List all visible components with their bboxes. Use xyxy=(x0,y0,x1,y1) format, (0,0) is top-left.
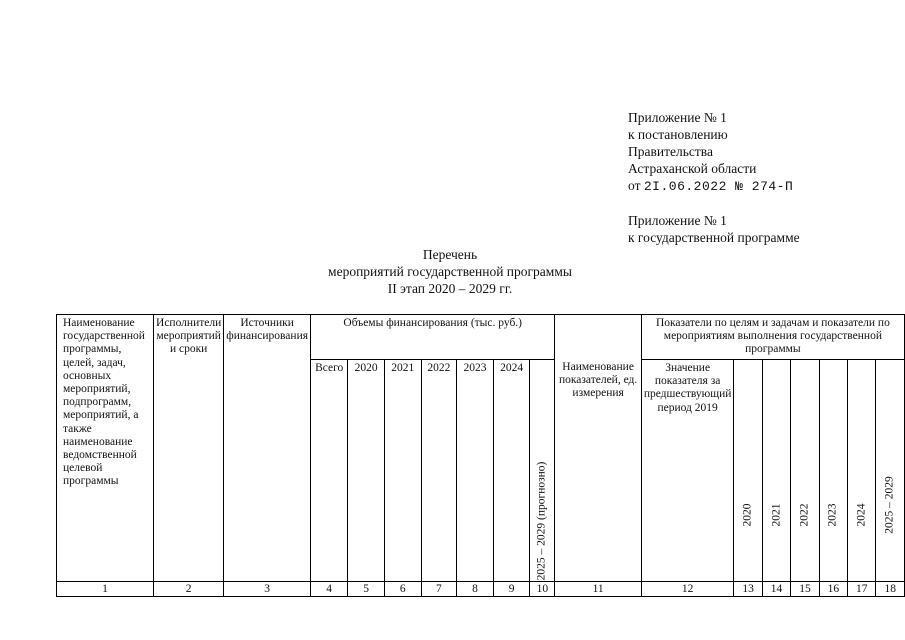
appendix-decree-block xyxy=(628,109,793,195)
col-number: 2 xyxy=(154,582,224,597)
header-ind-2021: 2021 xyxy=(762,360,790,582)
appendix-program-line2: к государственной программе xyxy=(628,230,800,245)
header-ind-2025-2029: 2025 – 2029 xyxy=(876,360,905,582)
appendix-program-block xyxy=(628,212,800,246)
col-number: 4 xyxy=(311,582,348,597)
date-prefix: от xyxy=(628,178,644,193)
header-indicators-group: Показатели по целям и задачам и показатели по мероприятиям выполнения государственной программы xyxy=(641,315,904,360)
col-number: 9 xyxy=(493,582,530,597)
header-ind-2022: 2022 xyxy=(791,360,819,582)
header-fin-total: Всего xyxy=(311,360,348,582)
col-number: 12 xyxy=(641,582,734,597)
document-title xyxy=(250,246,650,297)
col-number: 5 xyxy=(348,582,385,597)
col-number: 17 xyxy=(848,582,876,597)
appendix-program-line1: Приложение № 1 xyxy=(628,213,727,228)
col-number: 13 xyxy=(734,582,762,597)
header-fin-2020: 2020 xyxy=(348,360,385,582)
header-ind-2020: 2020 xyxy=(734,360,762,582)
header-fin-2022: 2022 xyxy=(421,360,457,582)
program-measures-table xyxy=(56,314,905,597)
appendix-decree-line2: к постановлению xyxy=(628,127,728,142)
col-number: 15 xyxy=(791,582,819,597)
header-executors: Исполнители мероприятий и сроки xyxy=(154,315,224,582)
title-line2: мероприятий государственной программы xyxy=(328,264,572,279)
appendix-decree-line3: Правительства xyxy=(628,144,713,159)
appendix-decree-date-line xyxy=(628,177,793,195)
title-line3: II этап 2020 – 2029 гг. xyxy=(387,281,513,296)
header-fin-2023: 2023 xyxy=(457,360,494,582)
column-numbers-row xyxy=(57,582,905,597)
header-fin-2024: 2024 xyxy=(493,360,530,582)
header-ind-2024: 2024 xyxy=(848,360,876,582)
col-number: 16 xyxy=(819,582,847,597)
header-funding-sources: Источники финансирования xyxy=(224,315,311,582)
header-finance-group: Объемы финансирования (тыс. руб.) xyxy=(311,315,555,360)
header-fin-forecast: 2025 – 2029 (прогнозно) xyxy=(530,360,555,582)
col-number: 18 xyxy=(876,582,905,597)
header-program-name: Наименование государственной программы, целей, задач, основных мероприятий, подпрограмм, мероприятий, а также наименование ведомственной целевой программы xyxy=(57,315,154,582)
col-number: 7 xyxy=(421,582,457,597)
title-line1: Перечень xyxy=(422,247,478,262)
col-number: 3 xyxy=(224,582,311,597)
appendix-decree-line1: Приложение № 1 xyxy=(628,110,727,125)
header-indicator-name: Наименование показателей, ед. измерения xyxy=(555,315,641,582)
col-number: 14 xyxy=(762,582,790,597)
header-fin-2021: 2021 xyxy=(384,360,421,582)
col-number: 8 xyxy=(457,582,494,597)
col-number: 10 xyxy=(530,582,555,597)
decree-date-number: 2I.06.2022 № 274-П xyxy=(643,179,794,194)
appendix-decree-line4: Астраханской области xyxy=(628,161,757,176)
col-number: 1 xyxy=(57,582,154,597)
header-ind-2023: 2023 xyxy=(819,360,847,582)
header-ind-prev-period: Значение показателя за предшествующий период 2019 xyxy=(641,360,734,582)
col-number: 6 xyxy=(384,582,421,597)
col-number: 11 xyxy=(555,582,641,597)
